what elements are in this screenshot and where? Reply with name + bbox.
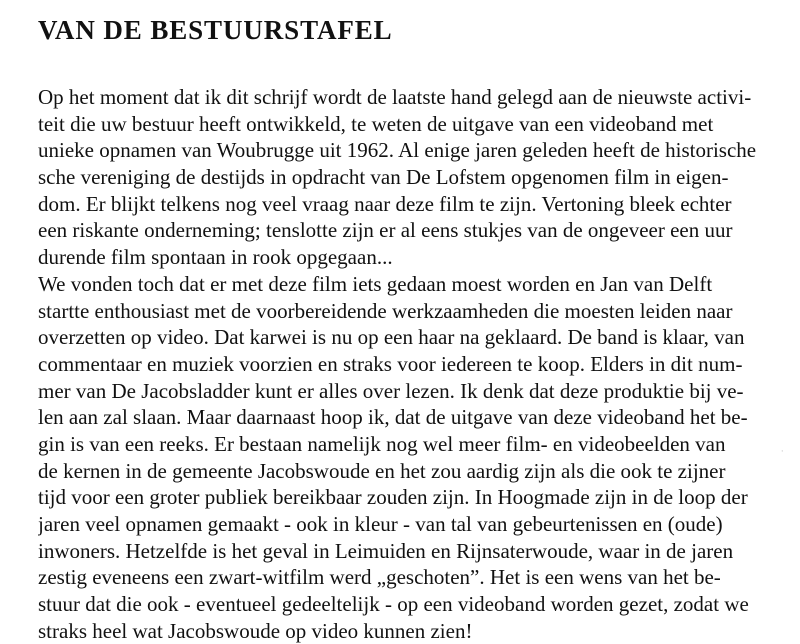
text-line: Op het moment dat ik dit schrijf wordt de laatste hand gelegd aan de nieuwste activi- [38,85,752,109]
text-line: teit die uw bestuur heeft ontwikkeld, te weten de uitgave van een videoband met [38,111,714,136]
text-line: tijd voor een groter publiek bereikbaar zouden zijn. In Hoogmade zijn in de loop der [38,485,748,510]
text-line: len aan zal slaan. Maar daarnaast hoop ik, dat de uitgave van deze videoband het be- [38,405,748,430]
article-title: VAN DE BESTUURSTAFEL [38,15,393,45]
text-line: overzetten op video. Dat karwei is nu op een haar na geklaard. De band is klaar, van [38,325,745,350]
text-line: stuur dat die ook - eventueel gedeeltelijk - op een videoband worden gezet, zodat we [38,592,749,617]
text-line: sche vereniging de destijds in opdracht van De Lofstem opgenomen film in eigen- [38,165,729,190]
text-line: mer van De Jacobsladder kunt er alles over lezen. Ik denk dat deze produktie bij ve- [38,378,744,403]
text-line: straks heel wat Jacobswoude op video kunnen zien! [38,618,473,643]
text-line: We vonden toch dat er met deze film iets gedaan moest worden en Jan van Delft [38,271,713,296]
text-line: inwoners. Hetzelfde is het geval in Leimuiden en Rijnsaterwoude, waar in de jaren [38,538,734,563]
text-line: jaren veel opnamen gemaakt - ook in kleur - van tal van gebeurtenissen en (oude) [38,512,723,536]
text-line: gin is van een reeks. Er bestaan namelijk nog wel meer film- en videobeelden van [38,431,726,456]
text-line: startte enthousiast met de voorbereidende werkzaamheden die moesten leiden naar [38,298,733,323]
text-line: de kernen in de gemeente Jacobswoude en het zou aardig zijn als die ook te zijner [38,458,726,483]
article-body [38,84,778,644]
text-line: commentaar en muziek voorzien en straks voor iedereen te koop. Elders in dit num- [38,351,743,376]
text-line: unieke opnamen van Woubrugge uit 1962. Al enige jaren geleden heeft de historische [38,138,757,163]
text-line: zestig eveneens een zwart-witfilm werd „geschoten”. Het is een wens van het be- [38,565,721,590]
text-line: durende film spontaan in rook opgegaan... [38,245,393,270]
scan-smudge: · [781,446,784,456]
text-line: dom. Er blijkt telkens nog veel vraag naar deze film te zijn. Vertoning bleek echter [38,191,732,216]
text-line: een riskante onderneming; tenslotte zijn er al eens stukjes van de ongeveer een uur [38,218,733,243]
